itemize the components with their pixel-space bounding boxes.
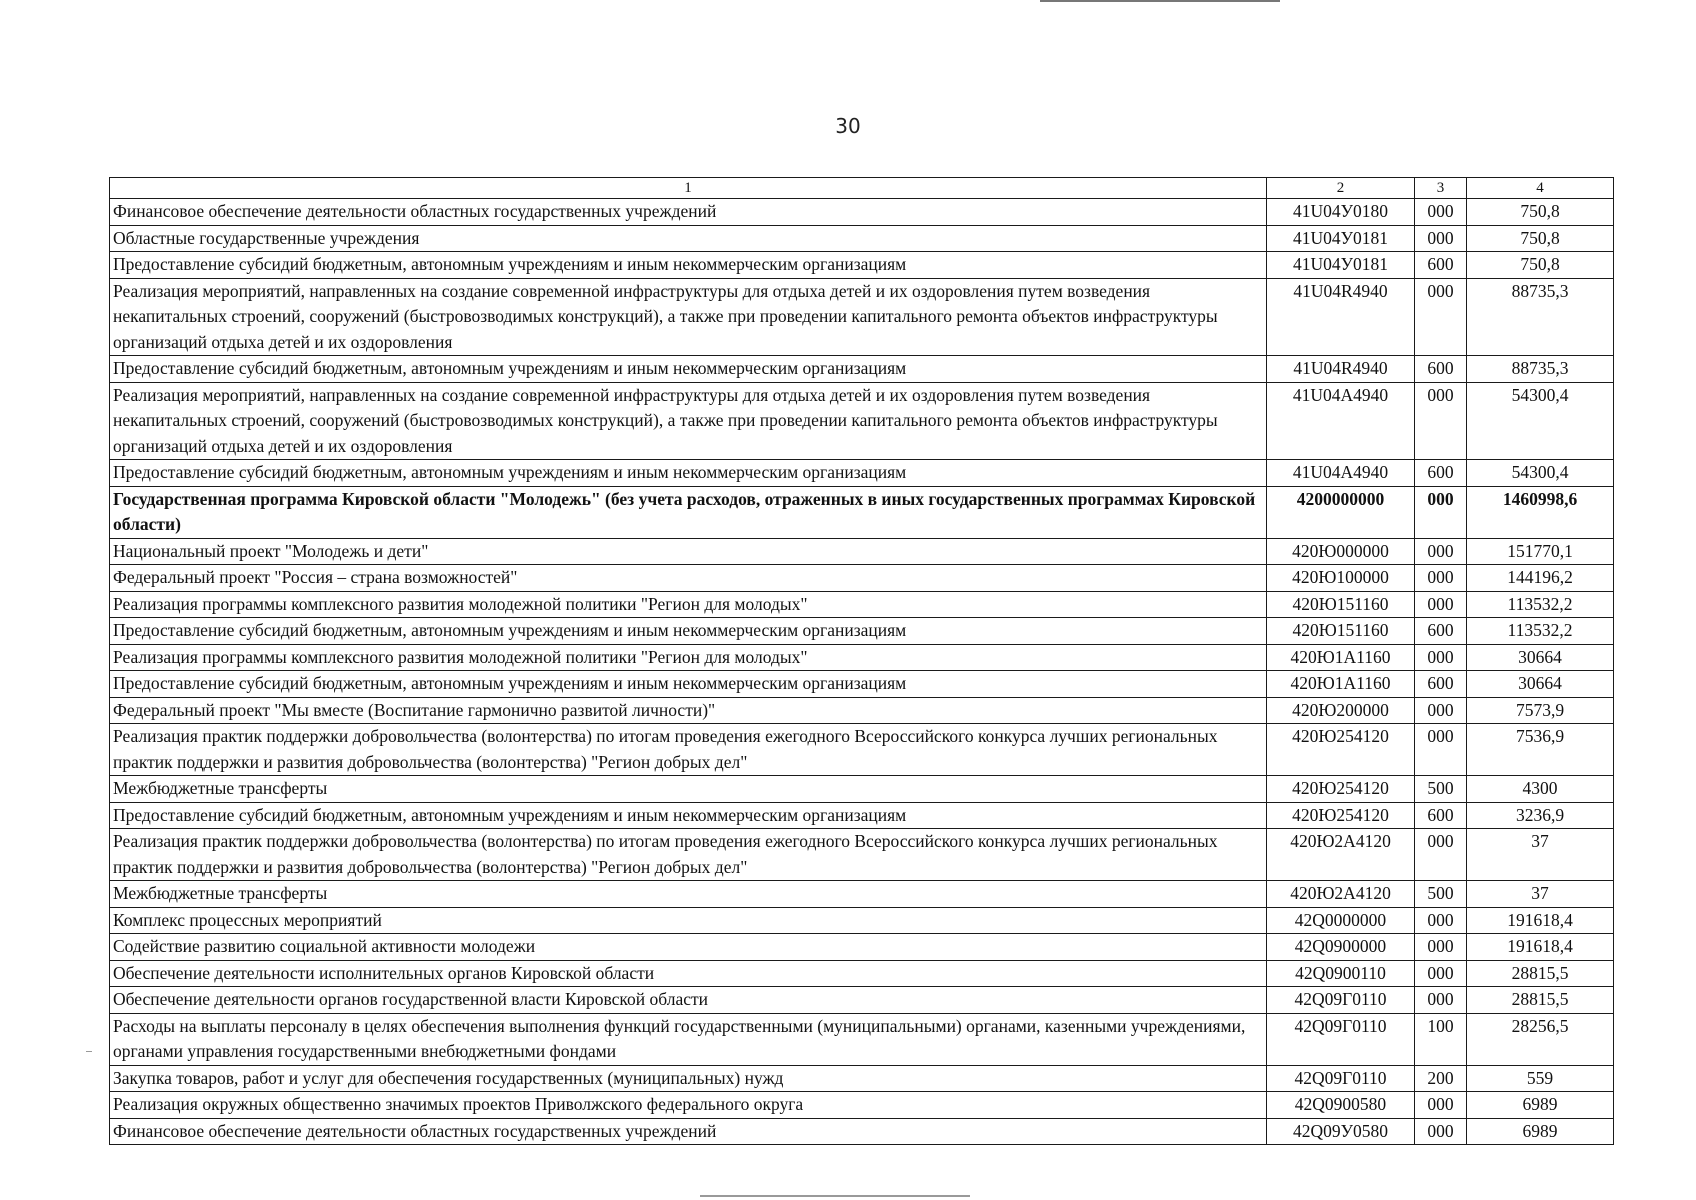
header-row <box>110 178 1614 199</box>
kvr-cell: 600 <box>1415 618 1467 645</box>
table-row <box>110 486 1614 538</box>
table-row <box>110 382 1614 460</box>
amount-cell: 30664 <box>1467 644 1614 671</box>
table-row <box>110 565 1614 592</box>
name-cell: Финансовое обеспечение деятельности областных государственных учреждений <box>110 1118 1267 1145</box>
code-cell: 420Ю2A4120 <box>1267 881 1415 908</box>
code-cell: 42Q0900000 <box>1267 934 1415 961</box>
amount-cell: 4300 <box>1467 776 1614 803</box>
name-cell: Реализация практик поддержки добровольчества (волонтерства) по итогам проведения ежегодного Всероссийского конкурса лучших региональных практик поддержки и развития добровольчества (волонтерства) "Регион добрых дел" <box>110 829 1267 881</box>
amount-cell: 559 <box>1467 1065 1614 1092</box>
code-cell: 420Ю1A1160 <box>1267 644 1415 671</box>
kvr-cell: 600 <box>1415 671 1467 698</box>
table-row <box>110 1092 1614 1119</box>
kvr-cell: 000 <box>1415 591 1467 618</box>
code-cell: 41U04У0180 <box>1267 199 1415 226</box>
code-cell: 42Q09Г0110 <box>1267 987 1415 1014</box>
amount-cell: 88735,3 <box>1467 356 1614 383</box>
name-cell: Комплекс процессных мероприятий <box>110 907 1267 934</box>
table-row <box>110 829 1614 881</box>
code-cell: 41U04R4940 <box>1267 278 1415 356</box>
amount-cell: 191618,4 <box>1467 934 1614 961</box>
kvr-cell: 500 <box>1415 776 1467 803</box>
name-cell: Межбюджетные трансферты <box>110 776 1267 803</box>
table-row <box>110 225 1614 252</box>
name-cell: Предоставление субсидий бюджетным, автономным учреждениям и иным некоммерческим организациям <box>110 618 1267 645</box>
code-cell: 4200000000 <box>1267 486 1415 538</box>
kvr-cell: 000 <box>1415 960 1467 987</box>
margin-mark <box>86 1051 92 1052</box>
amount-cell: 6989 <box>1467 1092 1614 1119</box>
table-row <box>110 802 1614 829</box>
table-row <box>110 697 1614 724</box>
code-cell: 42Q0900110 <box>1267 960 1415 987</box>
kvr-cell: 000 <box>1415 697 1467 724</box>
table-body <box>110 199 1614 1145</box>
code-cell: 41U04У0181 <box>1267 252 1415 279</box>
code-cell: 420Ю254120 <box>1267 776 1415 803</box>
kvr-cell: 000 <box>1415 1118 1467 1145</box>
kvr-cell: 600 <box>1415 802 1467 829</box>
code-cell: 41U04A4940 <box>1267 382 1415 460</box>
table-row <box>110 618 1614 645</box>
amount-cell: 54300,4 <box>1467 460 1614 487</box>
kvr-cell: 600 <box>1415 252 1467 279</box>
kvr-cell: 000 <box>1415 1092 1467 1119</box>
amount-cell: 28256,5 <box>1467 1013 1614 1065</box>
name-cell: Закупка товаров, работ и услуг для обеспечения государственных (муниципальных) нужд <box>110 1065 1267 1092</box>
table-row <box>110 538 1614 565</box>
kvr-cell: 000 <box>1415 987 1467 1014</box>
name-cell: Реализация мероприятий, направленных на создание современной инфраструктуры для отдыха детей и их оздоровления путем возведения некапитальных строений, сооружений (быстровозводимых конструкций), а также при проведении капитального ремонта объектов инфраструктуры организаций отдыха детей и их оздоровления <box>110 278 1267 356</box>
kvr-cell: 000 <box>1415 486 1467 538</box>
kvr-cell: 600 <box>1415 460 1467 487</box>
table-row <box>110 881 1614 908</box>
page-number: 30 <box>835 114 861 138</box>
amount-cell: 7573,9 <box>1467 697 1614 724</box>
kvr-cell: 100 <box>1415 1013 1467 1065</box>
table-row <box>110 356 1614 383</box>
kvr-cell: 000 <box>1415 907 1467 934</box>
kvr-cell: 600 <box>1415 356 1467 383</box>
name-cell: Предоставление субсидий бюджетным, автономным учреждениям и иным некоммерческим организациям <box>110 802 1267 829</box>
amount-cell: 28815,5 <box>1467 987 1614 1014</box>
header-col-1: 1 <box>110 178 1267 199</box>
amount-cell: 1460998,6 <box>1467 486 1614 538</box>
amount-cell: 6989 <box>1467 1118 1614 1145</box>
name-cell: Межбюджетные трансферты <box>110 881 1267 908</box>
amount-cell: 28815,5 <box>1467 960 1614 987</box>
code-cell: 420Ю151160 <box>1267 618 1415 645</box>
code-cell: 42Q09Г0110 <box>1267 1065 1415 1092</box>
table-row <box>110 724 1614 776</box>
table-row <box>110 1013 1614 1065</box>
code-cell: 420Ю100000 <box>1267 565 1415 592</box>
amount-cell: 88735,3 <box>1467 278 1614 356</box>
amount-cell: 113532,2 <box>1467 618 1614 645</box>
table-row <box>110 460 1614 487</box>
table-row <box>110 278 1614 356</box>
name-cell: Реализация практик поддержки добровольчества (волонтерства) по итогам проведения ежегодного Всероссийского конкурса лучших региональных практик поддержки и развития добровольчества (волонтерства) "Регион добрых дел" <box>110 724 1267 776</box>
kvr-cell: 000 <box>1415 382 1467 460</box>
budget-table <box>109 177 1614 1145</box>
amount-cell: 37 <box>1467 881 1614 908</box>
kvr-cell: 500 <box>1415 881 1467 908</box>
kvr-cell: 000 <box>1415 565 1467 592</box>
table-row <box>110 252 1614 279</box>
amount-cell: 750,8 <box>1467 199 1614 226</box>
amount-cell: 37 <box>1467 829 1614 881</box>
name-cell: Федеральный проект "Мы вместе (Воспитание гармонично развитой личности)" <box>110 697 1267 724</box>
name-cell: Обеспечение деятельности органов государственной власти Кировской области <box>110 987 1267 1014</box>
amount-cell: 750,8 <box>1467 225 1614 252</box>
code-cell: 420Ю254120 <box>1267 724 1415 776</box>
kvr-cell: 000 <box>1415 829 1467 881</box>
bottom-rule <box>700 1195 970 1197</box>
code-cell: 42Q0900580 <box>1267 1092 1415 1119</box>
name-cell: Финансовое обеспечение деятельности областных государственных учреждений <box>110 199 1267 226</box>
table-row <box>110 1118 1614 1145</box>
amount-cell: 151770,1 <box>1467 538 1614 565</box>
kvr-cell: 000 <box>1415 199 1467 226</box>
kvr-cell: 000 <box>1415 278 1467 356</box>
name-cell: Реализация программы комплексного развития молодежной политики "Регион для молодых" <box>110 644 1267 671</box>
name-cell: Реализация окружных общественно значимых проектов Приволжского федерального округа <box>110 1092 1267 1119</box>
kvr-cell: 000 <box>1415 934 1467 961</box>
name-cell: Реализация программы комплексного развития молодежной политики "Регион для молодых" <box>110 591 1267 618</box>
amount-cell: 54300,4 <box>1467 382 1614 460</box>
kvr-cell: 000 <box>1415 644 1467 671</box>
code-cell: 420Ю1A1160 <box>1267 671 1415 698</box>
name-cell: Содействие развитию социальной активности молодежи <box>110 934 1267 961</box>
header-col-2: 2 <box>1267 178 1415 199</box>
code-cell: 420Ю000000 <box>1267 538 1415 565</box>
name-cell: Предоставление субсидий бюджетным, автономным учреждениям и иным некоммерческим организациям <box>110 356 1267 383</box>
code-cell: 41U04У0181 <box>1267 225 1415 252</box>
code-cell: 41U04R4940 <box>1267 356 1415 383</box>
table-row <box>110 776 1614 803</box>
amount-cell: 30664 <box>1467 671 1614 698</box>
name-cell: Реализация мероприятий, направленных на создание современной инфраструктуры для отдыха детей и их оздоровления путем возведения некапитальных строений, сооружений (быстровозводимых конструкций), а также при проведении капитального ремонта объектов инфраструктуры организаций отдыха детей и их оздоровления <box>110 382 1267 460</box>
table-row <box>110 644 1614 671</box>
amount-cell: 3236,9 <box>1467 802 1614 829</box>
code-cell: 42Q09Г0110 <box>1267 1013 1415 1065</box>
amount-cell: 113532,2 <box>1467 591 1614 618</box>
table-row <box>110 960 1614 987</box>
kvr-cell: 200 <box>1415 1065 1467 1092</box>
code-cell: 420Ю254120 <box>1267 802 1415 829</box>
code-cell: 420Ю200000 <box>1267 697 1415 724</box>
name-cell: Областные государственные учреждения <box>110 225 1267 252</box>
table-row <box>110 907 1614 934</box>
table-row <box>110 199 1614 226</box>
amount-cell: 750,8 <box>1467 252 1614 279</box>
amount-cell: 7536,9 <box>1467 724 1614 776</box>
code-cell: 420Ю151160 <box>1267 591 1415 618</box>
name-cell: Обеспечение деятельности исполнительных органов Кировской области <box>110 960 1267 987</box>
name-cell: Предоставление субсидий бюджетным, автономным учреждениям и иным некоммерческим организациям <box>110 671 1267 698</box>
code-cell: 42Q0000000 <box>1267 907 1415 934</box>
table-row <box>110 1065 1614 1092</box>
header-col-3: 3 <box>1415 178 1467 199</box>
name-cell: Предоставление субсидий бюджетным, автономным учреждениям и иным некоммерческим организациям <box>110 460 1267 487</box>
name-cell: Национальный проект "Молодежь и дети" <box>110 538 1267 565</box>
name-cell: Федеральный проект "Россия – страна возможностей" <box>110 565 1267 592</box>
name-cell: Расходы на выплаты персоналу в целях обеспечения выполнения функций государственными (муниципальными) органами, казенными учреждениями, органами управления государственными внебюджетными фондами <box>110 1013 1267 1065</box>
table-row <box>110 671 1614 698</box>
kvr-cell: 000 <box>1415 538 1467 565</box>
amount-cell: 191618,4 <box>1467 907 1614 934</box>
table-row <box>110 987 1614 1014</box>
name-cell: Предоставление субсидий бюджетным, автономным учреждениям и иным некоммерческим организациям <box>110 252 1267 279</box>
top-rule <box>1040 0 1280 2</box>
header-col-4: 4 <box>1467 178 1614 199</box>
amount-cell: 144196,2 <box>1467 565 1614 592</box>
kvr-cell: 000 <box>1415 225 1467 252</box>
table-row <box>110 934 1614 961</box>
name-cell: Государственная программа Кировской области "Молодежь" (без учета расходов, отраженных в иных государственных программах Кировской области) <box>110 486 1267 538</box>
table-row <box>110 591 1614 618</box>
code-cell: 41U04A4940 <box>1267 460 1415 487</box>
kvr-cell: 000 <box>1415 724 1467 776</box>
code-cell: 42Q09У0580 <box>1267 1118 1415 1145</box>
code-cell: 420Ю2A4120 <box>1267 829 1415 881</box>
